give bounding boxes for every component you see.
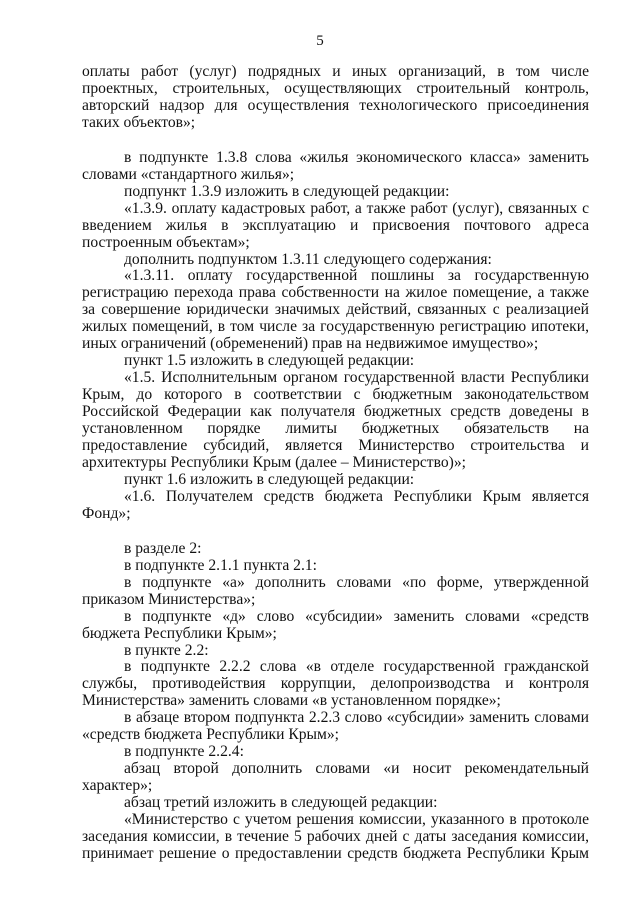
paragraph-9: пункт 1.6 изложить в следующей редакции: bbox=[124, 470, 415, 488]
paragraph-11: в разделе 2: bbox=[124, 539, 202, 557]
paragraph-10: «1.6. Получателем средств бюджета Республики Крым является Фонд»; bbox=[82, 487, 589, 522]
paragraph-3: подпункт 1.3.9 изложить в следующей редакции: bbox=[124, 182, 450, 200]
paragraph-6: «1.3.11. оплату государственной пошлины за государственную регистрацию перехода права собственности на жилое помещение, а также за совершение юридически значимых действий, связанных с реализацией жилых помещений, в том числе за государственную регистрацию ипотеки, иных ограничений (обременений) прав на недвижимое имущество»; bbox=[82, 267, 589, 353]
paragraph-gap bbox=[82, 523, 589, 541]
paragraph-2: в подпункте 1.3.8 слова «жилья экономического класса» заменить словами «стандартного жилья»; bbox=[82, 148, 589, 183]
paragraph-5: дополнить подпунктом 1.3.11 следующего содержания: bbox=[124, 250, 492, 268]
paragraph-12: в подпункте 2.1.1 пункта 2.1: bbox=[124, 556, 317, 574]
paragraph-1: оплаты работ (услуг) подрядных и иных организаций, в том числе проектных, строительных, осуществляющих строительный контроль, авторский надзор для осуществления технологического присоединения таких объектов»; bbox=[82, 63, 589, 131]
paragraph-18: в подпункте 2.2.4: bbox=[124, 743, 244, 761]
paragraph-13: в подпункте «а» дополнить словами «по форме, утвержденной приказом Министерства»; bbox=[82, 573, 589, 608]
paragraph-gap bbox=[82, 132, 589, 150]
paragraph-20: абзац третий изложить в следующей редакции: bbox=[124, 794, 438, 812]
paragraph-4: «1.3.9. оплату кадастровых работ, а также работ (услуг), связанных с введением жилья в эксплуатацию и присвоения почтового адреса построенным объектам»; bbox=[82, 199, 589, 251]
paragraph-17: в абзаце втором подпункта 2.2.3 слово «субсидии» заменить словами «средств бюджета Республики Крым»; bbox=[82, 709, 589, 744]
paragraph-15: в пункте 2.2: bbox=[124, 641, 209, 659]
document-body bbox=[82, 64, 589, 863]
paragraph-7: пункт 1.5 изложить в следующей редакции: bbox=[124, 352, 415, 370]
paragraph-21: «Министерство с учетом решения комиссии, указанного в протоколе заседания комиссии, в течение 5 рабочих дней с даты заседания комиссии, принимает решение о предоставлении средств бюджета Республики Крым bbox=[82, 811, 589, 862]
paragraph-16: в подпункте 2.2.2 слова «в отделе государственной гражданской службы, противодействия коррупции, делопроизводства и контроля Министерства» заменить словами «в установленном порядке»; bbox=[82, 658, 589, 710]
paragraph-8: «1.5. Исполнительным органом государственной власти Республики Крым, до которого в соответствии с бюджетным законодательством Российской Федерации как получателя бюджетных средств доведены в установленном порядке лимиты бюджетных обязательств на предоставление субсидий, является Министерство строительства и архитектуры Республики Крым (далее – Министерство)»; bbox=[82, 369, 589, 471]
paragraph-19: абзац второй дополнить словами «и носит рекомендательный характер»; bbox=[82, 760, 589, 795]
paragraph-14: в подпункте «д» слово «субсидии» заменить словами «средств бюджета Республики Крым»; bbox=[82, 607, 589, 642]
page-number: 5 bbox=[316, 33, 324, 49]
